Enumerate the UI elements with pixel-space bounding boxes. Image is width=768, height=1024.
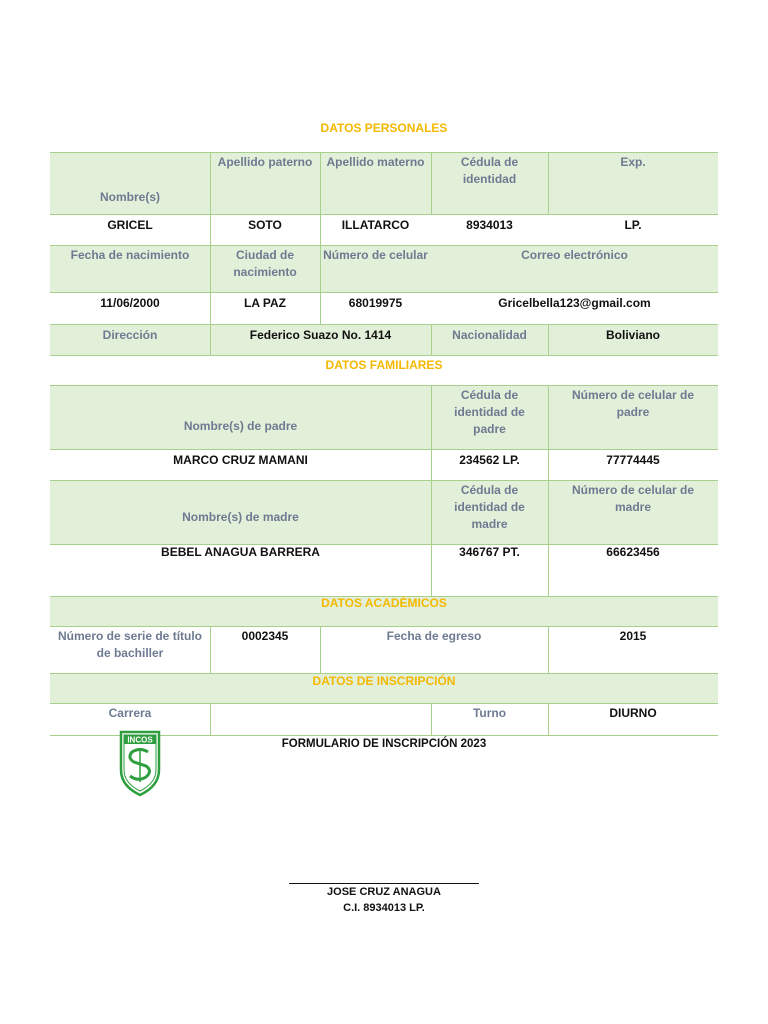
value-serie-titulo: 0002345: [241, 629, 289, 643]
label-fecha-egreso: Fecha de egreso: [386, 629, 482, 643]
value-nombres: GRICEL: [107, 218, 153, 232]
label-apellido-materno: Apellido materno: [326, 155, 425, 169]
registration-form-table: [50, 152, 718, 736]
label-nombre-padre: Nombre(s) de padre: [183, 419, 298, 433]
value-nombre-madre: BEBEL ANAGUA BARRERA: [161, 545, 320, 559]
value-ciudad-nacimiento: LA PAZ: [244, 296, 286, 310]
label-turno: Turno: [472, 706, 507, 720]
value-nombre-padre: MARCO CRUZ MAMANI: [173, 453, 308, 467]
section-title-inscripcion: DATOS DE INSCRIPCIÓN: [312, 674, 456, 688]
value-fecha-nacimiento: 11/06/2000: [100, 296, 160, 310]
signature-line: [289, 883, 479, 884]
label-nombres: Nombre(s): [99, 190, 160, 204]
value-apellido-materno: ILLATARCO: [341, 218, 410, 232]
value-celular-madre: 66623456: [606, 545, 660, 559]
value-celular-padre: 77774445: [606, 453, 660, 467]
label-exp: Exp.: [620, 155, 646, 169]
label-cedula: Cédula de identidad: [460, 155, 519, 186]
incos-logo: [118, 730, 162, 798]
section-title-personal: DATOS PERSONALES: [320, 121, 448, 135]
value-ci-padre: 234562 LP.: [459, 453, 520, 467]
value-numero-celular: 68019975: [348, 296, 403, 310]
section-title-familiares: DATOS FAMILIARES: [325, 358, 443, 372]
value-direccion: Federico Suazo No. 1414: [249, 328, 392, 342]
value-exp: LP.: [624, 218, 642, 232]
label-ci-padre: Cédula de identidad de padre: [454, 388, 525, 436]
value-cedula: 8934013: [466, 218, 513, 232]
value-nacionalidad: Boliviano: [605, 328, 660, 342]
value-apellido-paterno: SOTO: [248, 218, 282, 232]
label-ciudad-nacimiento: Ciudad de nacimiento: [233, 248, 297, 279]
signature-name: JOSE CRUZ ANAGUA: [327, 886, 441, 898]
label-serie-titulo: Número de serie de título de bachiller: [57, 629, 203, 660]
signature-ci: C.I. 8934013 LP.: [343, 902, 425, 914]
value-ci-madre: 346767 PT.: [459, 545, 520, 559]
label-correo: Correo electrónico: [521, 248, 628, 262]
incos-shield-icon: [118, 730, 162, 798]
label-direccion: Dirección: [102, 328, 158, 342]
logo-text: INCOS: [127, 735, 153, 745]
label-celular-padre: Número de celular de padre: [571, 388, 695, 419]
label-numero-celular: Número de celular: [323, 248, 428, 262]
form-title: FORMULARIO DE INSCRIPCIÓN 2023: [281, 738, 487, 750]
value-turno: DIURNO: [609, 706, 657, 720]
label-fecha-nacimiento: Fecha de nacimiento: [70, 248, 190, 262]
section-title-academicos: DATOS ACADÉMICOS: [321, 595, 447, 610]
label-nombre-madre: Nombre(s) de madre: [182, 510, 299, 524]
label-carrera: Carrera: [108, 706, 152, 720]
value-correo: Gricelbella123@gmail.com: [498, 296, 651, 310]
value-carrera: [210, 703, 431, 735]
label-celular-madre: Número de celular de madre: [571, 483, 695, 514]
label-nacionalidad: Nacionalidad: [452, 328, 527, 342]
label-ci-madre: Cédula de identidad de madre: [454, 483, 525, 531]
label-apellido-paterno: Apellido paterno: [217, 155, 313, 169]
value-fecha-egreso: 2015: [619, 629, 647, 643]
